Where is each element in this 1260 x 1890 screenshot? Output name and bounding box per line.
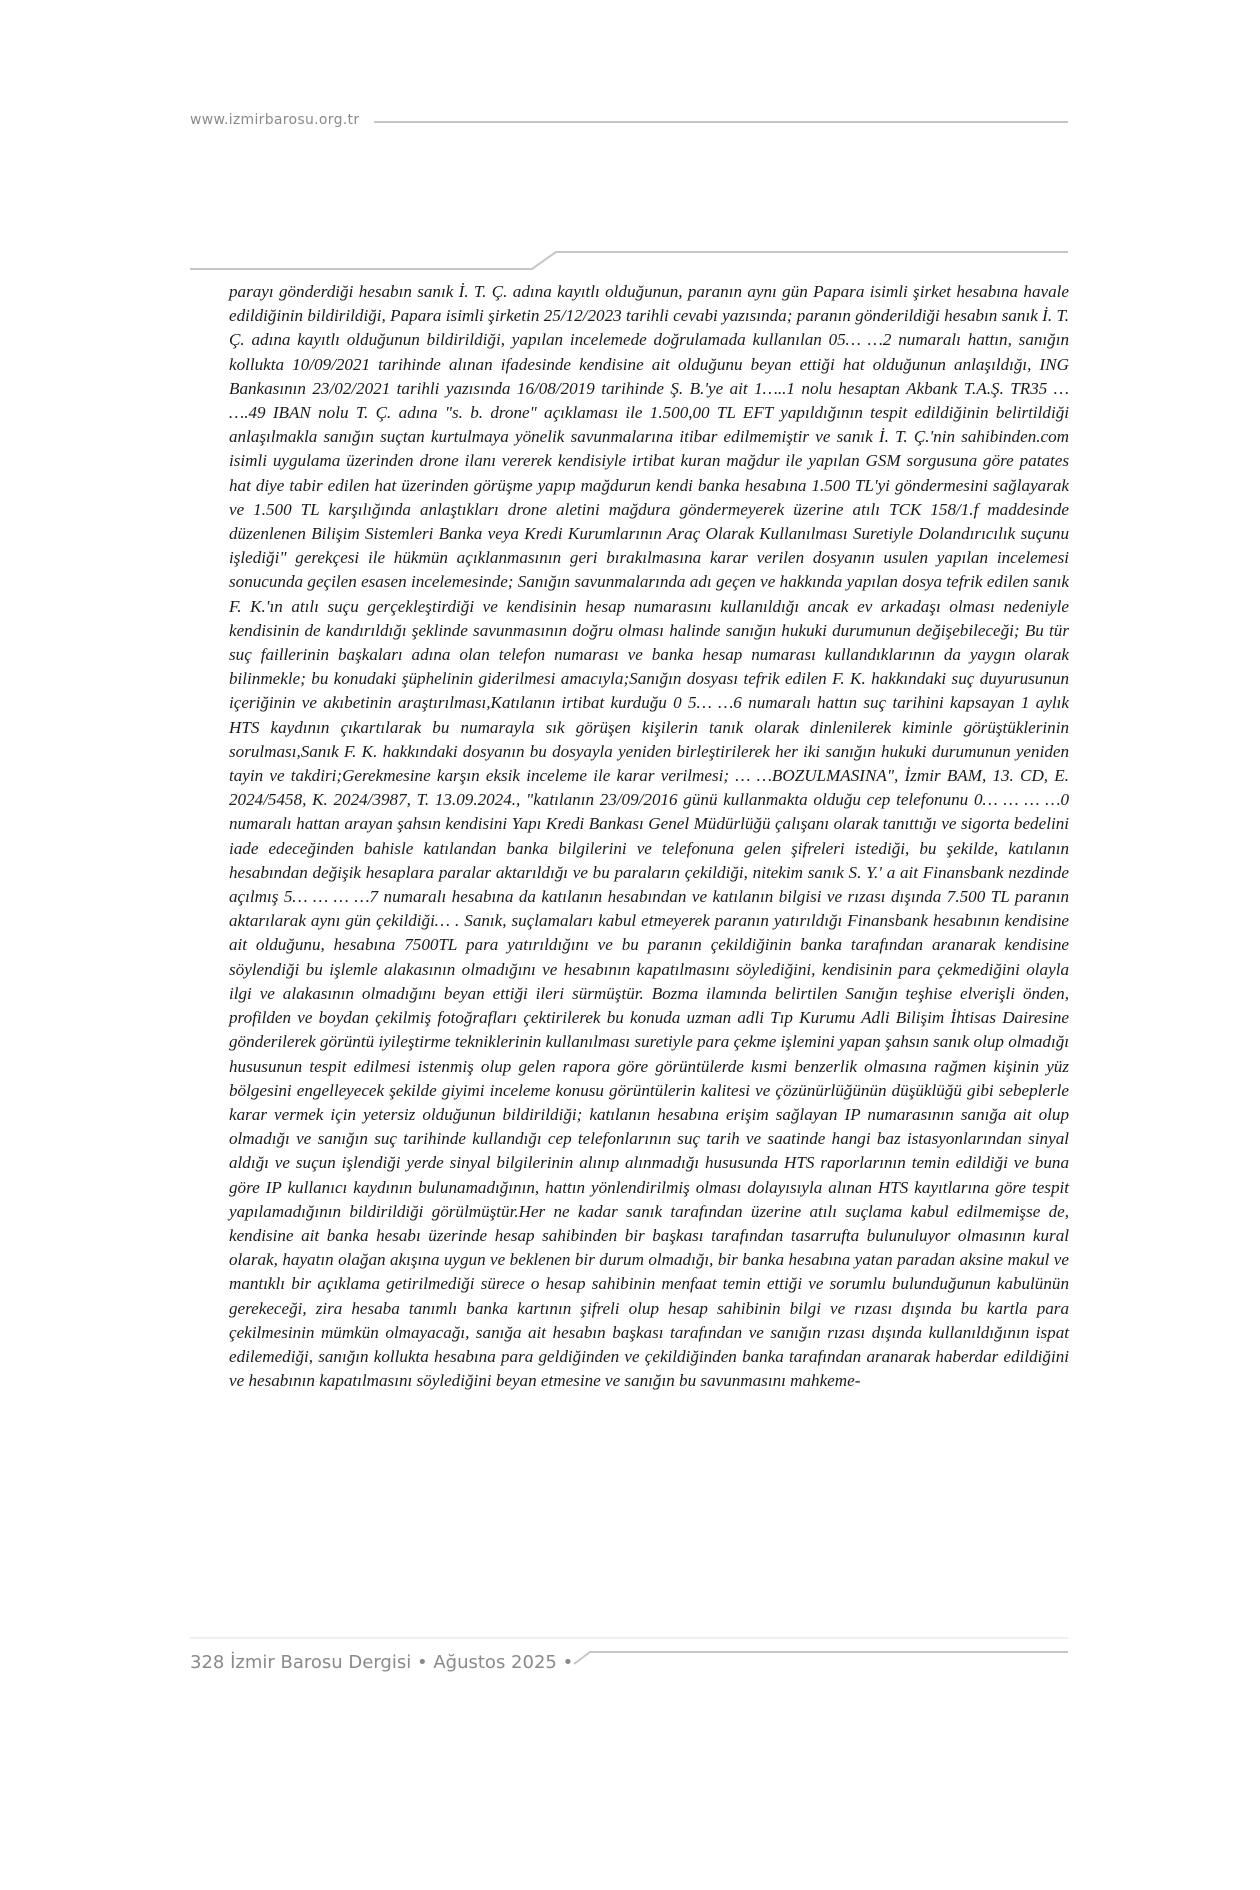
footer-separator: •	[416, 1652, 428, 1673]
footer-separator-end: •	[562, 1652, 574, 1673]
body-paragraph: parayı gönderdiği hesabın sanık İ. T. Ç. adına kayıtlı olduğunun, paranın aynı gün Papara isimli şirket hesabına havale edildiğinin bildirildiği, Papara isimli şirketin 25/12/2023 tarihli cevabi yazısında; paranın gönderildiği hesabın sanık İ. T. Ç. adına kayıtlı olduğunun bildirildiği, yapılan incelemede doğrulamada kullanılan 05… …2 numaralı hattın, sanığın kollukta 10/09/2021 tarihinde alınan ifadesinde kendisine ait olduğunu beyan ettiği hat olduğunun anlaşıldığı, ING Bankasının 23/02/2021 tarihli yazısında 16/08/2019 tarihinde Ş. B.'ye ait 1…..1 nolu hesaptan Akbank T.A.Ş. TR35 … ….49 IBAN nolu T. Ç. adına "s. b. drone" açıklaması ile 1.500,00 TL EFT yapıldığının tespit edildiğinin belirtildiği anlaşılmakla sanığın suçtan kurtulmaya yönelik savunmalarına itibar edilmemiştir ve sanık İ. T. Ç.'nin sahibinden.com isimli uygulama üzerinden drone ilanı vererek kendisiyle irtibat kuran mağdur ile yapılan GSM sorgusuna göre patates hat diye tabir edilen hat üzerinden görüşme yapıp mağdurun kendi banka hesabına 1.500 TL'yi göndermesini sağlayarak ve 1.500 TL karşılığında anlaştıkları drone aletini mağdura göndermeyerek üzerine atılı TCK 158/1.f maddesinde düzenlenen Bilişim Sistemleri Banka veya Kredi Kurumlarının Araç Olarak Kullanılması Suretiyle Dolandırıcılık suçunu işlediği" gerekçesi ile hükmün açıklanmasının geri bırakılmasına karar verilen dosyanın usulen yapılan incelemesi sonucunda geçilen esasen incelemesinde; Sanığın savunmalarında adı geçen ve hakkında yapılan dosya tefrik edilen sanık F. K.'ın atılı suçu gerçekleştirdiği ve kendisinin hesap numarasını kullanıldığı ancak ev arkadaşı olması nedeniyle kendisinin de kandırıldığı şeklinde savunmasının doğru olması halinde sanığın hukuki durumunun değişebileceği; Bu tür suç faillerinin başkaları adına olan telefon numarası ve banka hesap numarası kullandıklarının da yaygın olarak bilinmekle; bu konudaki şüphelinin giderilmesi amacıyla;Sanığın dosyası tefrik edilen F. K. hakkındaki suç duyurusunun içeriğinin ve akıbetinin araştırılması,Katılanın irtibat kurduğu 0 5… …6 numaralı hattın suç tarihini kapsayan 1 aylık HTS kaydının çıkartılarak bu numarayla sık görüşen kişilerin tanık olarak dinlenilerek kiminle görüştüklerinin sorulması,Sanık F. K. hakkındaki dosyanın bu dosyayla yeniden birleştirilerek her iki sanığın hukuki durumunun yeniden tayin ve takdiri;Gerekmesine karşın eksik inceleme ile karar verilmesi; … …BOZULMASINA", İzmir BAM, 13. CD, E. 2024/5458, K. 2024/3987, T. 13.09.2024., "katılanın 23/09/2016 günü kullanmakta olduğu cep telefonunu 0… … … …0 numaralı hattan arayan şahsın kendisini Yapı Kredi Bankası Genel Müdürlüğü çalışanı olarak tanıttığı ve sigorta bedelini iade edeceğinden bahisle katılandan banka bilgilerini ve telefonuna gelen şifreleri istediği, bu şekilde, katılanın hesabından değişik hesaplara paralar aktarıldığı ve bu paraların çekildiği, nitekim sanık S. Y.' a ait Finansbank nezdinde açılmış 5… … … …7 numaralı hesabına da katılanın hesabından ve katılanın bilgisi ve rızası dışında 7.500 TL paranın aktarılarak aynı gün çekildiği… . Sanık, suçlamaları kabul etmeyerek paranın yatırıldığı Finansbank hesabının kendisine ait olduğunu, hesabına 7500TL para yatırıldığını ve bu paranın çekildiğinin banka tarafından aranarak kendisine söylendiği bu işlemle alakasının olmadığını ve hesabının kapatılmasını söylediğini, kendisinin para çekmediğini olayla ilgi ve alakasının olmadığını beyan ettiği ileri sürmüştür. Bozma ilamında belirtilen Sanığın teşhise elverişli önden, profilden ve boydan çekilmiş fotoğrafları çektirilerek bu konuda uzman adli Tıp Kurumu Adli Bilişim İhtisas Dairesine gönderilerek görüntü iyileştirme tekniklerinin kullanılması suretiyle para çekme işlemini yapan şahsın sanık olup olmadığı hususunun tespit edilmesi istenmiş olup gelen rapora göre görüntülerde kısmi benzerlik olmasına rağmen kişinin yüz bölgesini engelleyecek şekilde giyimi inceleme konusu görüntülerin kalitesi ve çözünürlüğünün düşüklüğü gibi sebeplerle karar vermek için yetersiz olduğunun bildirildiği; katılanın hesabına erişim sağlayan IP numarasının sanığa ait olup olmadığı ve sanığın suç tarihinde kullandığı cep telefonlarının suç tarih ve saatinde hangi baz istasyonlarından sinyal aldığı ve suçun işlendiği yerde sinyal bilgilerinin alınıp alınmadığı hususunda HTS raporlarının temin edildiği ve buna göre IP kullanıcı kaydının bulunamadığının, hattın yönlendirilmiş olması dolayısıyla alınan HTS kayıtlarına göre tespit yapılamadığının bildirildiği görülmüştür.Her ne kadar sanık tarafından üzerine atılı suçlama kabul edilmemişse de, kendisine ait banka hesabı üzerinde hesap sahibinden bir başkası tarafından tasarrufta bulunuluyor olmasının kural olarak, hayatın olağan akışına uygun ve beklenen bir durum olmadığı, bir banka hesabına yatan paradan aksine makul ve mantıklı bir açıklama getirilmediği sürece o hesap sahibinin menfaat temin ettiği ve sorumlu bulunduğunun kabulünün gerekeceği, zira hesaba tanımlı banka kartının şifreli olup hesap sahibinin bilgi ve rızası dışında bu kartla para çekilmesinin mümkün olmayacağı, sanığa ait hesabın başkası tarafından ve sanığın rızası dışında kullanıldığının ispat edilemediği, sanığın kollukta hesabına para geldiğinden ve çekildiğinden banka tarafından aranarak haberdar edildiğini ve hesabının kapatılmasını söylediğini beyan etmesine ve sanığın bu savunmasını mahkeme-	[229, 282, 1069, 1391]
site-url[interactable]: www.izmirbarosu.org.tr	[190, 112, 360, 128]
journal-title: İzmir Barosu Dergisi	[230, 1652, 412, 1673]
page-number: 328	[190, 1652, 225, 1673]
body-text	[229, 280, 1069, 1393]
issue-date: Ağustos 2025	[433, 1652, 557, 1673]
footer	[190, 1652, 573, 1673]
